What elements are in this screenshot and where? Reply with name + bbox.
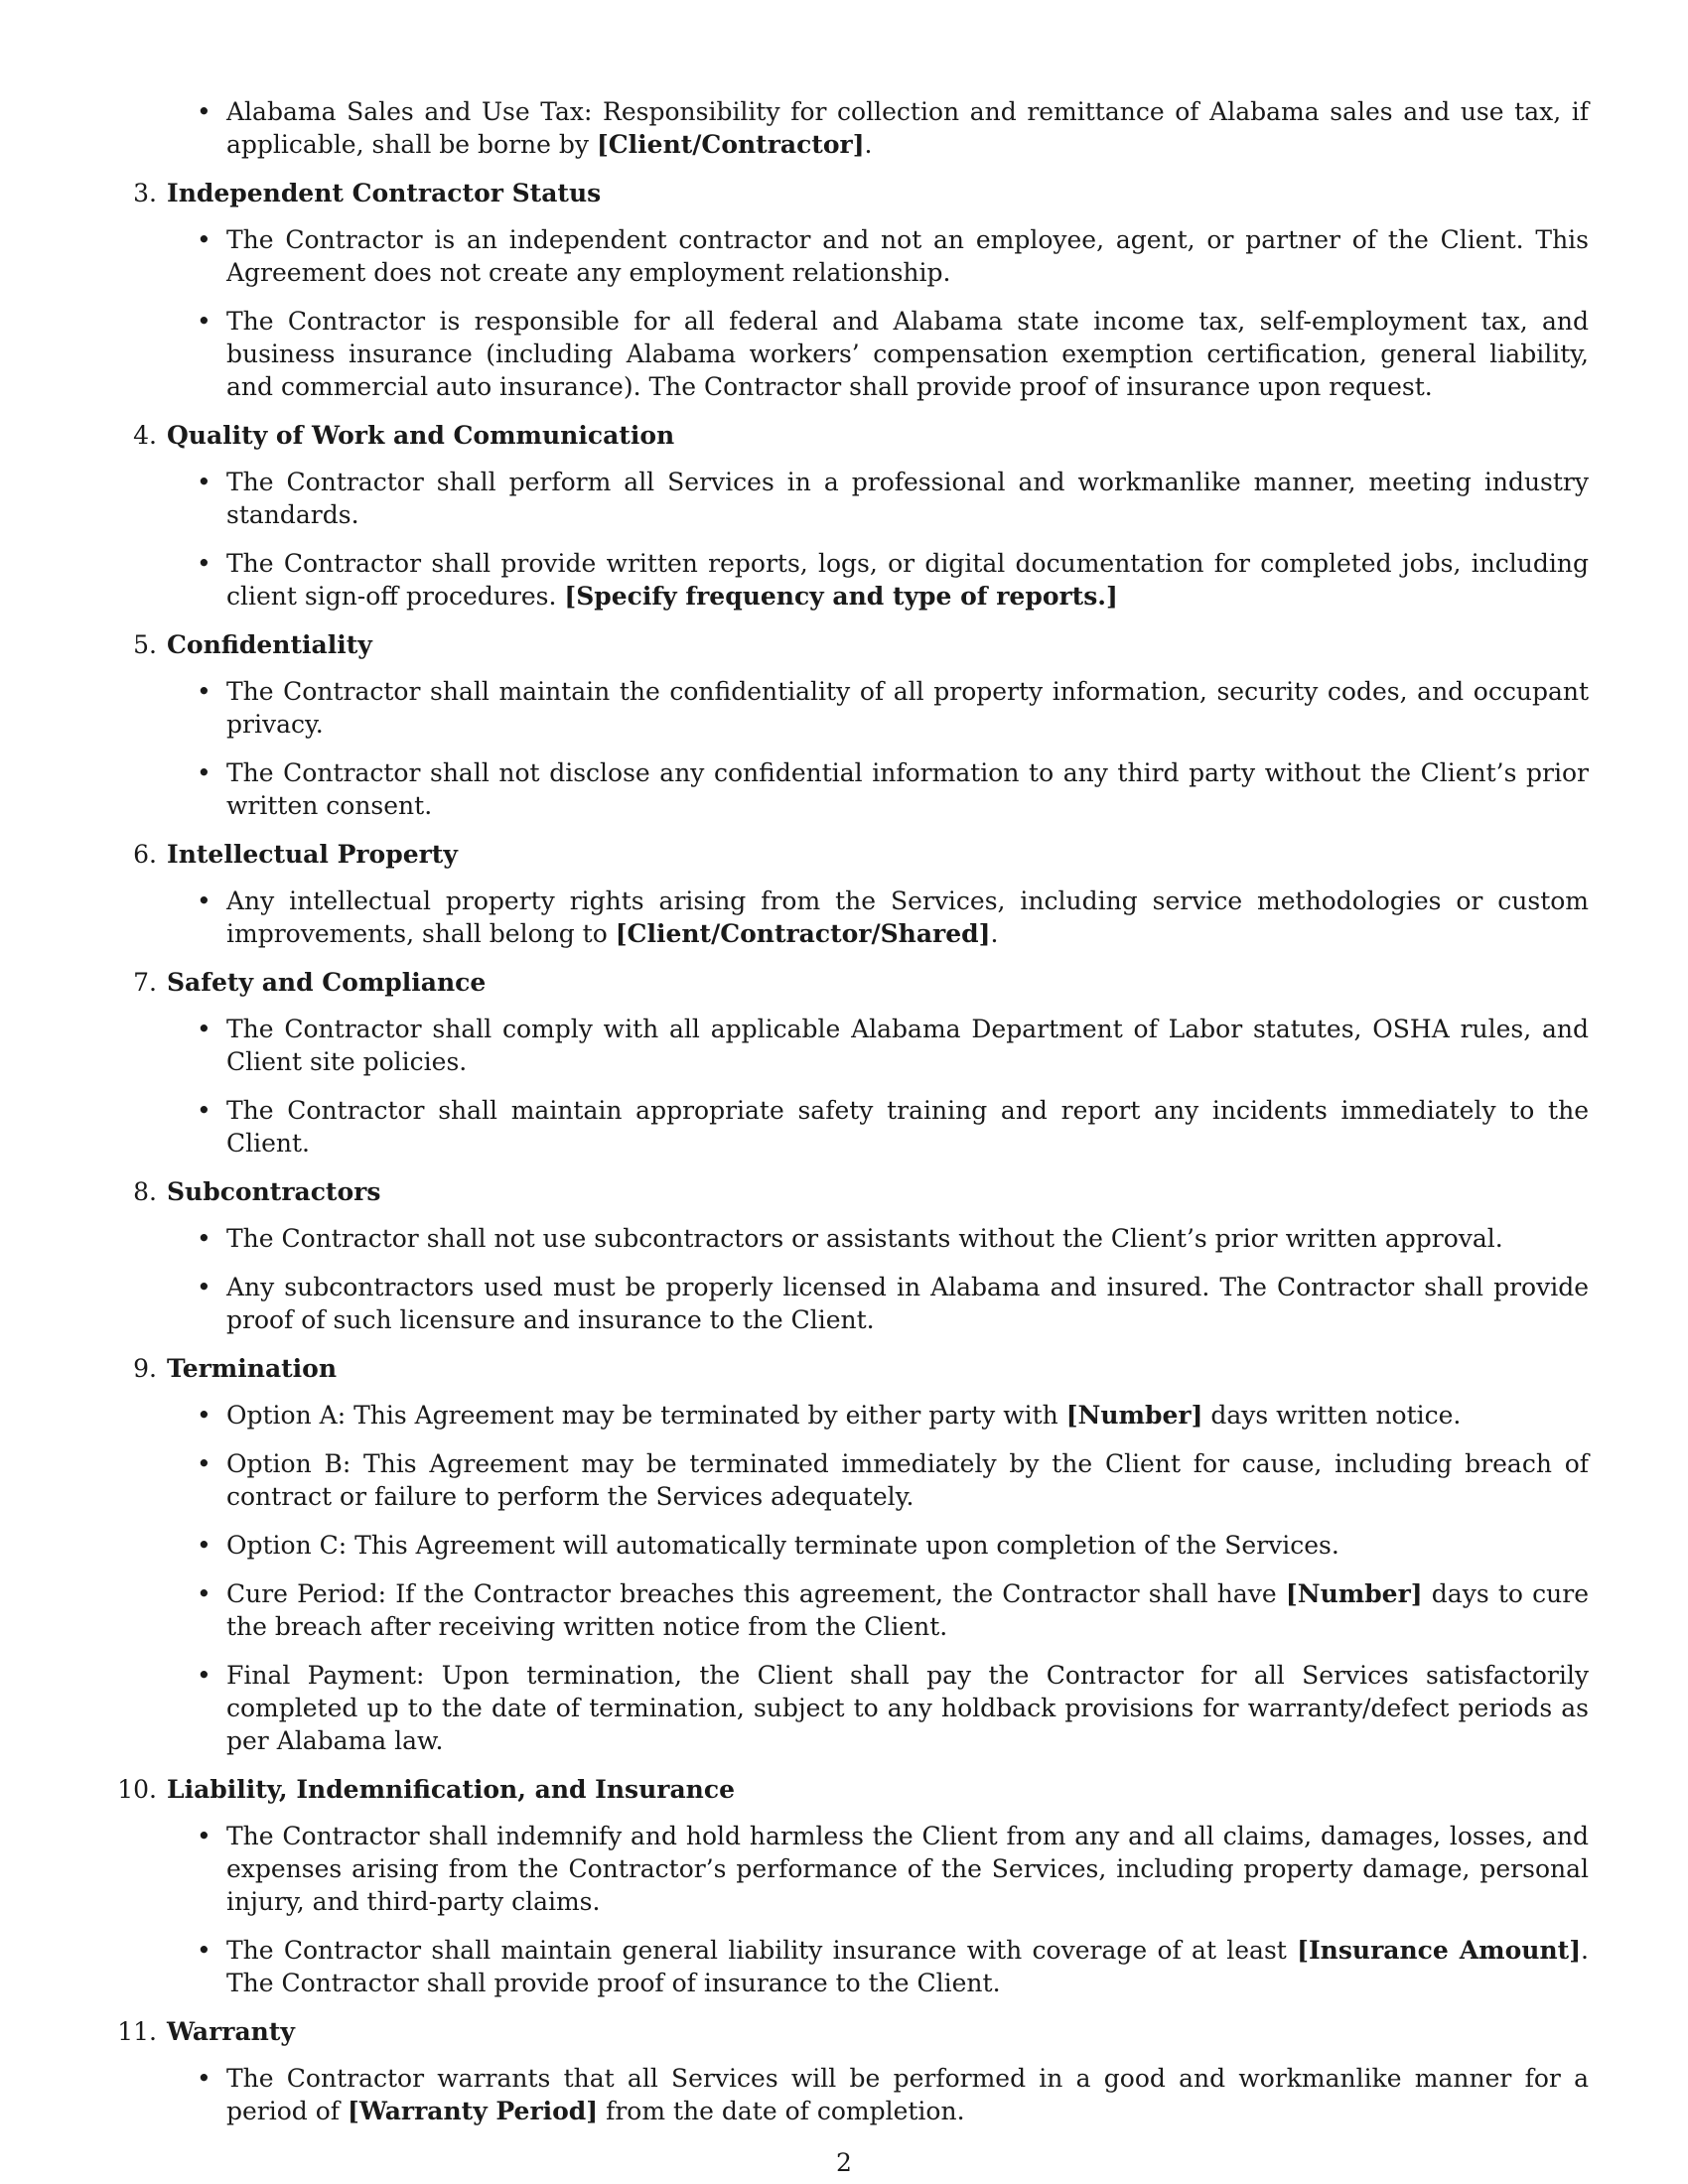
section-safety-and-compliance — [117, 966, 1589, 1160]
section-title: Subcontractors — [167, 1177, 381, 1206]
section-number: 4. — [133, 421, 157, 450]
section-heading — [117, 966, 1589, 999]
placeholder: [Insurance Amount] — [1297, 1936, 1582, 1965]
list-item: • Option B: This Agreement may be terminated immediately by the Client for cause, including breach of contract or failure to perform the Services adequately. — [117, 1447, 1589, 1513]
section-title: Warranty — [167, 2017, 295, 2046]
placeholder: [Client/Contractor/Shared] — [615, 919, 991, 948]
section-list — [117, 177, 1589, 2127]
section-title: Termination — [167, 1354, 338, 1383]
list-item: • The Contractor is responsible for all federal and Alabama state income tax, self-employment tax, and business insurance (including Alabama workers’ compensation exemption certification, general liability, and commercial auto insurance). The Contractor shall provide proof of insurance upon request. — [117, 305, 1589, 403]
list-item: • The Contractor warrants that all Services will be performed in a good and workmanlike manner for a period of [Warranty Period] from the date of completion. — [117, 2062, 1589, 2127]
list-item: • Option A: This Agreement may be terminated by either party with [Number] days written notice. — [117, 1399, 1589, 1432]
section-title: Liability, Indemnification, and Insurance — [167, 1775, 735, 1804]
list-item: • The Contractor shall not use subcontractors or assistants without the Client’s prior written approval. — [117, 1222, 1589, 1255]
section-confidentiality — [117, 628, 1589, 822]
placeholder: [Number] — [1285, 1579, 1423, 1608]
list-item: • Final Payment: Upon termination, the Client shall pay the Contractor for all Services satisfactorily completed up to the date of termination, subject to any holdback provisions for warranty/defect periods as per Alabama law. — [117, 1659, 1589, 1757]
section-number: 9. — [133, 1354, 157, 1383]
section-number: 11. — [117, 2017, 157, 2046]
section-title: Independent Contractor Status — [167, 179, 602, 207]
section-liability-indemnification-insurance — [117, 1773, 1589, 1999]
list-item: • Any intellectual property rights arising from the Services, including service methodologies or custom improvements, shall belong to [Client/Contractor/Shared]. — [117, 885, 1589, 950]
section-heading — [117, 177, 1589, 209]
list-item: • The Contractor shall maintain appropriate safety training and report any incidents immediately to the Client. — [117, 1094, 1589, 1160]
list-item: • The Contractor shall perform all Services in a professional and workmanlike manner, meeting industry standards. — [117, 466, 1589, 531]
section-title: Quality of Work and Communication — [167, 421, 675, 450]
section-subcontractors — [117, 1175, 1589, 1336]
section-title: Safety and Compliance — [167, 968, 487, 997]
list-item: • The Contractor shall not disclose any confidential information to any third party without the Client’s prior written consent. — [117, 756, 1589, 822]
section-title: Intellectual Property — [167, 840, 458, 869]
section-quality-of-work — [117, 419, 1589, 613]
section-heading — [117, 1773, 1589, 1806]
section-heading — [117, 1352, 1589, 1385]
section-termination — [117, 1352, 1589, 1757]
section-heading — [117, 1175, 1589, 1208]
section-number: 8. — [133, 1177, 157, 1206]
list-item: • The Contractor shall indemnify and hold harmless the Client from any and all claims, damages, losses, and expenses arising from the Contractor’s performance of the Services, including property damage, personal injury, and third-party claims. — [117, 1820, 1589, 1918]
list-item: • The Contractor shall provide written reports, logs, or digital documentation for completed jobs, including client sign-off procedures. [Specify frequency and type of reports.] — [117, 547, 1589, 613]
list-item: • The Contractor shall comply with all applicable Alabama Department of Labor statutes, OSHA rules, and Client site policies. — [117, 1013, 1589, 1078]
section-heading — [117, 419, 1589, 452]
section-number: 6. — [133, 840, 157, 869]
carryover-bullet-list — [117, 95, 1589, 161]
section-heading — [117, 838, 1589, 871]
list-item: • Any subcontractors used must be properly licensed in Alabama and insured. The Contractor shall provide proof of such licensure and insurance to the Client. — [117, 1271, 1589, 1336]
list-item: • Alabama Sales and Use Tax: Responsibility for collection and remittance of Alabama sales and use tax, if applicable, shall be borne by [Client/Contractor]. — [117, 95, 1589, 161]
document-body — [117, 95, 1589, 2143]
section-heading — [117, 628, 1589, 661]
section-warranty — [117, 2015, 1589, 2127]
list-item: • The Contractor is an independent contractor and not an employee, agent, or partner of the Client. This Agreement does not create any employment relationship. — [117, 223, 1589, 289]
placeholder: [Warranty Period] — [348, 2097, 599, 2125]
list-item: • The Contractor shall maintain general liability insurance with coverage of at least [Insurance Amount]. The Contractor shall provide proof of insurance to the Client. — [117, 1934, 1589, 1999]
section-number: 3. — [133, 179, 157, 207]
section-number: 10. — [117, 1775, 157, 1804]
list-item: • Cure Period: If the Contractor breaches this agreement, the Contractor shall have [Number] days to cure the breach after receiving written notice from the Client. — [117, 1577, 1589, 1643]
placeholder: [Specify frequency and type of reports.] — [564, 582, 1118, 611]
section-heading — [117, 2015, 1589, 2048]
section-independent-contractor-status — [117, 177, 1589, 403]
list-item: • Option C: This Agreement will automatically terminate upon completion of the Services. — [117, 1529, 1589, 1562]
page-number: 2 — [836, 2148, 852, 2177]
section-number: 5. — [133, 630, 157, 659]
list-item: • The Contractor shall maintain the confidentiality of all property information, security codes, and occupant privacy. — [117, 675, 1589, 741]
section-number: 7. — [133, 968, 157, 997]
placeholder: [Client/Contractor] — [596, 130, 865, 159]
section-title: Confidentiality — [167, 630, 372, 659]
placeholder: [Number] — [1065, 1401, 1203, 1430]
section-intellectual-property — [117, 838, 1589, 950]
